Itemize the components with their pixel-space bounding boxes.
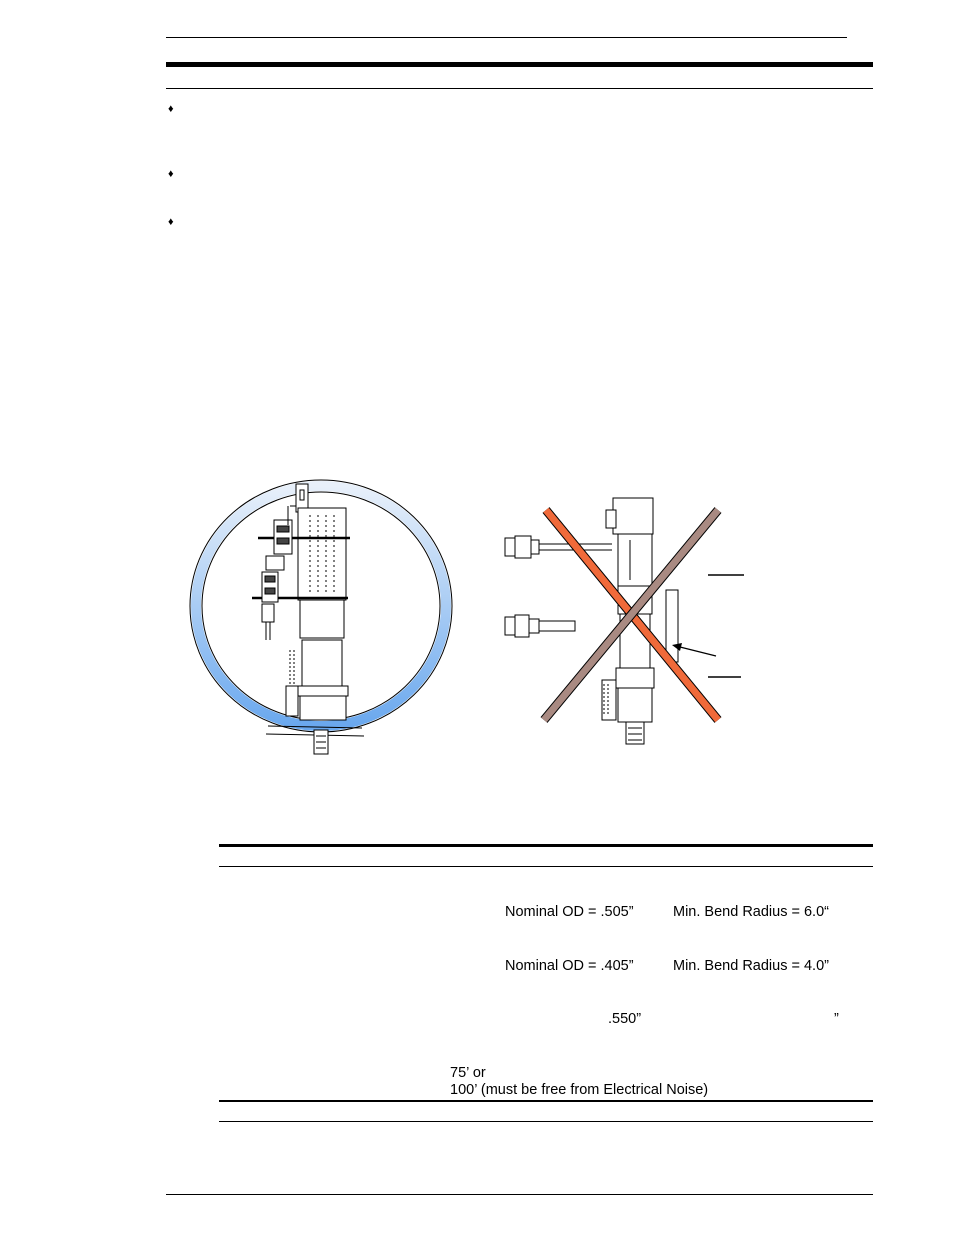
lower-cable-plug (505, 615, 575, 637)
bullet-3: ♦ (168, 216, 174, 228)
table-top-thick-rule (219, 844, 873, 847)
row1-bend-radius: Min. Bend Radius = 6.0“ (673, 904, 829, 920)
tool-body-right (602, 498, 678, 744)
tool-body (266, 484, 364, 754)
bend-radius-ring (190, 480, 452, 732)
header-bottom-rule (166, 88, 873, 89)
cross-stroke-1 (546, 510, 718, 720)
row1-nominal-od: Nominal OD = .505” (505, 904, 634, 920)
table-bottom-thin-rule (219, 1121, 873, 1122)
max-length-line1: 75’ or (450, 1065, 486, 1081)
row2-bend-radius: Min. Bend Radius = 4.0” (673, 958, 829, 974)
row3-bend: ” (834, 1011, 839, 1027)
pointer-arrow (676, 646, 716, 656)
row2-nominal-od: Nominal OD = .405” (505, 958, 634, 974)
max-length-line2: 100’ (must be free from Electrical Noise) (450, 1082, 709, 1098)
cross-stroke-2 (544, 510, 718, 720)
footer-rule (166, 1194, 873, 1195)
table-header-rule (219, 866, 873, 867)
bullet-1: ♦ (168, 103, 174, 115)
row3-od: .550” (608, 1011, 642, 1027)
header-thick-rule (166, 62, 873, 67)
cable-connectors (262, 520, 294, 685)
header-thin-rule (166, 37, 847, 38)
table-bottom-thick-rule (219, 1100, 873, 1102)
upper-cable-plug (505, 536, 612, 558)
bullet-2: ♦ (168, 168, 174, 180)
